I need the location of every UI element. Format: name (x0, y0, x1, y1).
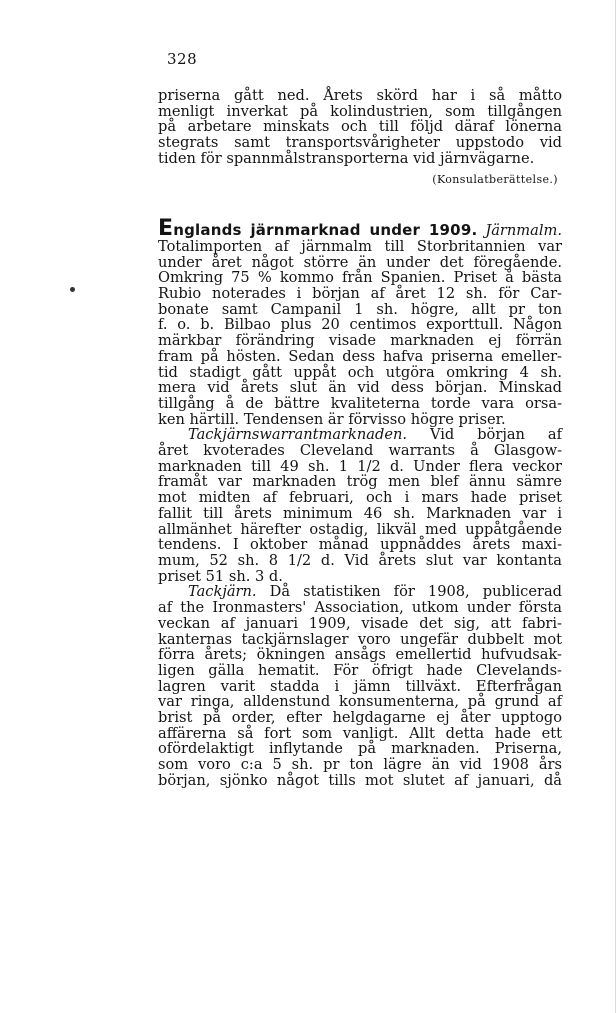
text-line: marknaden till 49 sh. 1 1/2 d. Under flera veckor (158, 457, 562, 475)
heading-text: nglands järnmarknad under 1909. (173, 221, 478, 240)
text-line: brist på order, efter helgdagarne ej åter upptogo (158, 709, 562, 727)
text-line: som voro c:a 5 sh. pr ton lägre än vid 1908 års (158, 756, 562, 774)
text-line: ligen gälla hematit. För öfrigt hade Clevelands- (158, 661, 562, 679)
text-line (158, 427, 562, 443)
heading-subject: Järnmalm. (485, 222, 562, 240)
text-line: var ringa, alldenstund konsumenterna, på grund af (158, 693, 562, 711)
text-line: tillgång å de bättre kvaliteterna torde vara orsa- (158, 394, 562, 412)
text-line: Totalimporten af järnmalm till Storbritannien var (158, 237, 562, 255)
article-heading-line (158, 216, 562, 242)
section-gap (158, 187, 562, 221)
page-number: 328 (167, 50, 198, 68)
text-line: början, sjönko något tills mot slutet af januari, då (158, 771, 562, 789)
text-line: affärerna så fort som vanligt. Allt detta hade ett (158, 724, 562, 742)
text-line: tid stadigt gått uppåt och utgöra omkring 4 sh. (158, 363, 562, 381)
text-line: fallit till årets minimum 46 sh. Marknaden var i (158, 504, 562, 522)
text-line: året kvoterades Cleveland warrants å Glasgow- (158, 442, 562, 460)
text-line: framåt var marknaden trög men blef ännu sämre (158, 473, 562, 491)
article-paragraph-warrants (158, 427, 562, 584)
text-line: f. o. b. Bilbao plus 20 centimos exporttull. Någon (158, 316, 562, 334)
text-line: priset 51 sh. 3 d. (158, 567, 283, 585)
section-title-warrants: Tackjärnswarrantmarknaden. (188, 426, 407, 444)
text-line: stegrats samt transportsvårigheter uppstodo vid (158, 134, 562, 152)
article-paragraph-pig-iron (158, 584, 562, 788)
text-line: veckan af januari 1909, visade det sig, att fabri- (158, 614, 562, 632)
text-line: på arbetare minskats och till följd däraf lönerna (158, 118, 562, 136)
heading-initial: E (158, 216, 174, 242)
margin-mark (70, 287, 75, 292)
text-line: priserna gått ned. Årets skörd har i så måtto (158, 87, 562, 104)
text-line (158, 584, 562, 600)
text-line: lagren varit stadda i jämn tillväxt. Efterfrågan (158, 677, 562, 695)
text-line: mot midten af februari, och i mars hade priset (158, 489, 562, 507)
text-line: fram på hösten. Sedan dess hafva priserna emeller- (158, 347, 562, 365)
article-paragraph-ore (158, 216, 562, 428)
text-line: ofördelaktigt inflytande på marknaden. Priserna, (158, 740, 562, 758)
section-title-pig-iron: Tackjärn. (188, 583, 257, 601)
text-span: Då statistiken för 1908, publicerad (269, 583, 562, 601)
text-span: Vid början af (429, 426, 563, 444)
text-line: Rubio noterades i början af året 12 sh. för Car- (158, 285, 562, 303)
text-line: Omkring 75 % kommo från Spanien. Priset å bästa (158, 269, 562, 287)
text-line: kanternas tackjärnslager voro ungefär dubbelt mot (158, 630, 562, 648)
text-line: mera vid årets slut än vid dess början. Minskad (158, 379, 562, 397)
source-note: (Konsulatberättelse.) (432, 172, 558, 186)
text-line: tendens. I oktober månad uppnåddes årets maxi- (158, 536, 562, 554)
text-line: af the Ironmasters' Association, utkom under första (158, 599, 562, 617)
text-line: bonate samt Campanil 1 sh. högre, allt pr ton (158, 300, 562, 318)
text-line: menligt inverkat på kolindustrien, som tillgången (158, 102, 562, 120)
text-line: ken härtill. Tendensen är förvisso högre priser. (158, 410, 506, 428)
text-line: tiden för spannmålstransporterna vid järnvägarne. (158, 149, 535, 167)
text-line: allmänhet härefter ostadig, likväl med uppåtgående (158, 520, 562, 538)
article-heading (158, 216, 478, 242)
text-line: förra årets; ökningen ansågs emellertid hufvudsak- (158, 646, 562, 664)
text-line: mum, 52 sh. 8 1/2 d. Vid årets slut var kontanta (158, 551, 562, 569)
intro-paragraph (158, 88, 562, 167)
text-column (158, 88, 562, 789)
text-line: under året något större än under det föregående. (158, 253, 562, 271)
text-line: märkbar förändring visade marknaden ej förrän (158, 332, 562, 350)
